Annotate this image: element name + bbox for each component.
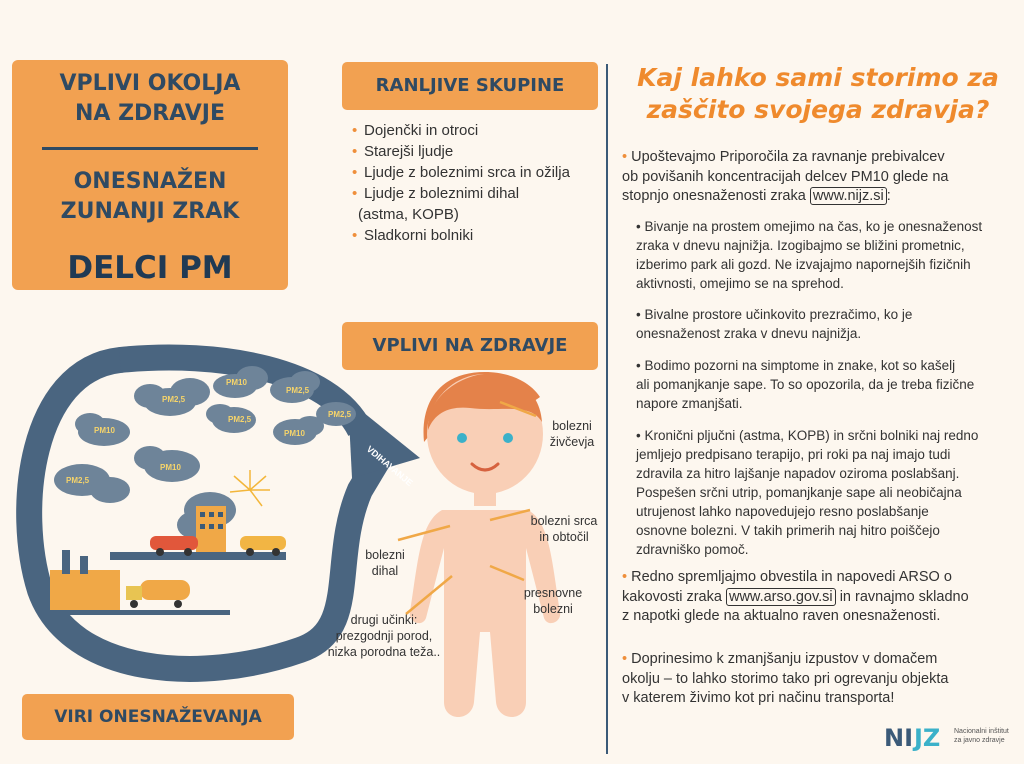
title-line: NA ZDRAVJE: [74, 101, 226, 126]
pollution-sources-title: VIRI ONESNAŽEVANJA: [22, 694, 294, 740]
paragraph-2: • Redno spremljajmo obvestila in napovedi ARSO o kakovosti zraka www.arso.gov.si in ravnajmo skladno z napotki glede na aktualno raven onesnaženosti.: [622, 569, 969, 624]
list-item-continuation: (astma, KOPB): [358, 206, 459, 223]
paragraph-3: • Doprinesimo k zmanjšanju izpustov v domačem okolju – to lahko storimo tako pri ogrevanju objekta v katerem živimo kot pri načinu transporta!: [622, 651, 949, 706]
list-item: • Ljudje z boleznimi srca in ožilja: [350, 162, 600, 183]
right-heading: Kaj lahko sami storimo za zaščito svojega zdravja?: [637, 63, 999, 124]
nijz-link[interactable]: www.nijz.si: [810, 187, 887, 205]
label-heart: bolezni srca in obtočil: [530, 514, 598, 544]
main-topic: DELCI PM: [67, 250, 233, 286]
subtitle-line: ONESNAŽEN: [73, 169, 227, 194]
svg-text:PM10: PM10: [226, 378, 247, 387]
list-item: • Ljudje z boleznimi dihal: [350, 183, 600, 204]
column-divider: [606, 64, 608, 754]
vulnerable-groups-list: [350, 120, 600, 246]
label-metabolic: presnovne bolezni: [523, 586, 583, 616]
vulnerable-groups-title: RANLJIVE SKUPINE: [342, 62, 598, 110]
svg-text:PM2,5: PM2,5: [286, 386, 310, 395]
subitem-3: • Bodimo pozorni na simptome in znake, kot so kašelj ali pomanjkanje sape. To so opozorila, da je treba fizične napore zmanjšati.: [636, 358, 975, 411]
health-effects-title: VPLIVI NA ZDRAVJE: [342, 322, 598, 370]
label-other: drugi učinki: prezgodnji porod, nizka porodna teža..: [327, 613, 441, 659]
paragraph-1: • Upoštevajmo Priporočila za ravnanje prebivalcev ob povišanih koncentracijah delcev PM10 glede na stopnjo onesnaženosti zraka www.nijz.si :: [622, 149, 949, 204]
effect-arrows: [340, 390, 540, 620]
label-respiratory: bolezni dihal: [365, 548, 405, 578]
list-item: • Starejši ljudje: [350, 141, 600, 162]
divider-rule: [42, 147, 258, 150]
list-item: • Sladkorni bolniki: [350, 225, 600, 246]
list-item: • Dojenčki in otroci: [350, 120, 600, 141]
label-nerve: bolezni živčevja: [549, 419, 595, 449]
subitem-2: • Bivalne prostore učinkovito prezračimo, ko je onesnaženost zraka v dnevu najnižja.: [636, 307, 913, 341]
arso-link[interactable]: www.arso.gov.si: [726, 588, 836, 606]
subitem-4: • Kronični pljučni (astma, KOPB) in srčni bolniki naj redno jemljejo predpisano terapijo, pri roki pa naj imajo tudi zdravila za hitro lajšanje napadov oziroma poslabšanj. Pospešen srčni utrip, pomanjkanje sape ali neobičajna utrujenost lahko napovedujejo resno poslabšanje osnovne bolezni. V takih primerih naj hitro poiščejo zdravniško pomoč.: [636, 428, 979, 557]
svg-text:PM10: PM10: [94, 426, 115, 435]
subtitle-line: ZUNANJI ZRAK: [60, 199, 240, 224]
svg-text:PM2,5: PM2,5: [66, 476, 90, 485]
arrow-label: VDIHAVANJE: [364, 443, 415, 488]
title-line: VPLIVI OKOLJA: [59, 71, 241, 96]
svg-text:PM10: PM10: [284, 429, 305, 438]
subitem-1: • Bivanje na prostem omejimo na čas, ko je onesnaženost zraka v dnevu najnižja. Izogibajmo se bližini prometnic, izberimo park ali gozd. Ne izvajajmo napornejših fizičnih aktivnosti, omejimo se na sprehod.: [636, 219, 983, 291]
svg-text:PM2,5: PM2,5: [162, 395, 186, 404]
nijz-logo: NI JZ Nacionalni inštitut za javno zdravje: [884, 724, 1009, 752]
title-box: [12, 60, 288, 290]
svg-text:PM10: PM10: [160, 463, 181, 472]
svg-text:PM2,5: PM2,5: [228, 415, 252, 424]
svg-text:PM2,5: PM2,5: [328, 410, 352, 419]
